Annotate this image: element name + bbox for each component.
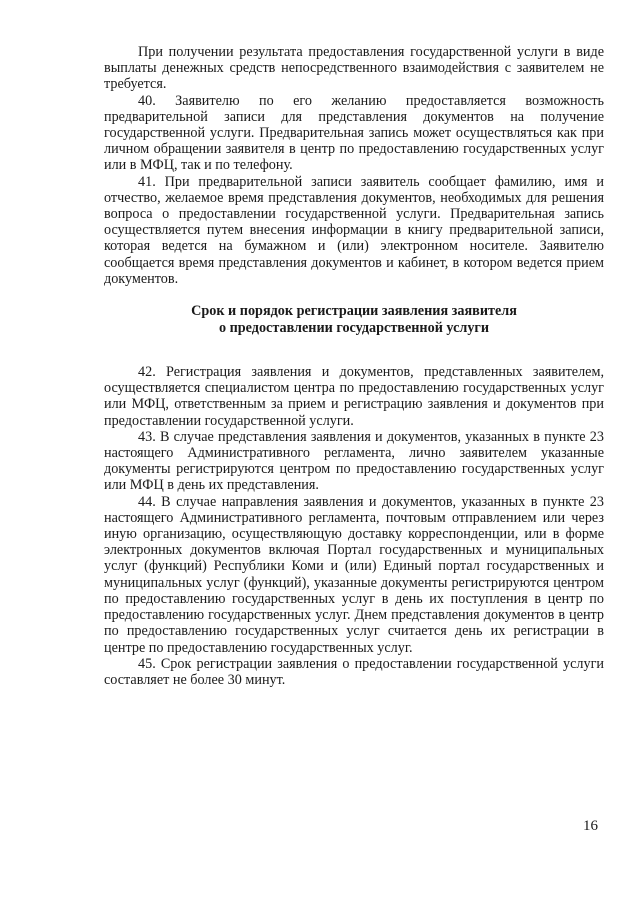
page-number: 16 — [583, 818, 598, 834]
paragraph-42: 42. Регистрация заявления и документов, представленных заявителем, осуществляется специалистом центра по предоставлению государственных услуг или МФЦ, ответственным за прием и регистрацию заявления и документов при предоставлении государственной услуги. — [104, 364, 604, 429]
paragraph-45: 45. Срок регистрации заявления о предоставлении государственной услуги составляет не более 30 минут. — [104, 655, 604, 688]
paragraph-44: 44. В случае направления заявления и документов, указанных в пункте 23 настоящего Административного регламента, почтовым отправлением или через иную организацию, осуществляющую доставку корреспонденции, или в форме электронных документов включая Портал государственных и муниципальных услуг (функций) Республики Коми и (или) Единый портал государственных и муниципальных услуг (функций), указанные документы регистрируются центром по предоставлению государственных услуг в день их поступления в центр по предоставлению государственных услуг. Днем представления документов в центр по предоставлению государственных услуг считается день их регистрации в центре по предоставлению государственных услуг. — [104, 493, 604, 656]
section-heading — [104, 303, 604, 336]
document-page — [104, 44, 604, 688]
section-heading-line-2: о предоставлении государственной услуги — [218, 319, 490, 336]
paragraph-43: 43. В случае представления заявления и документов, указанных в пункте 23 настоящего Административного регламента, лично заявителем указанные документы регистрируются центром по предоставлению государственных услуг или МФЦ в день их представления. — [104, 428, 604, 494]
section-heading-line-1: Срок и порядок регистрации заявления заявителя — [191, 303, 517, 320]
paragraph-41: 41. При предварительной записи заявитель сообщает фамилию, имя и отчество, желаемое время представления документов, необходимых для решения вопроса о предоставлении государственной услуги. Предварительная запись осуществляется путем внесения информации в книгу предварительной записи, которая ведется на бумажном и (или) электронном носителе. Заявителю сообщается время представления документов и кабинет, в котором ведется прием документов. — [104, 173, 604, 287]
paragraph-result-delivery: При получении результата предоставления государственной услуги в виде выплаты денежных средств непосредственного взаимодействия с заявителем не требуется. — [104, 44, 604, 93]
paragraph-40: 40. Заявителю по его желанию предоставляется возможность предварительной записи для представления документов на получение государственной услуги. Предварительная запись может осуществляться как при личном обращении заявителя в центр по предоставлению государственных услуг или в МФЦ, так и по телефону. — [104, 92, 604, 174]
